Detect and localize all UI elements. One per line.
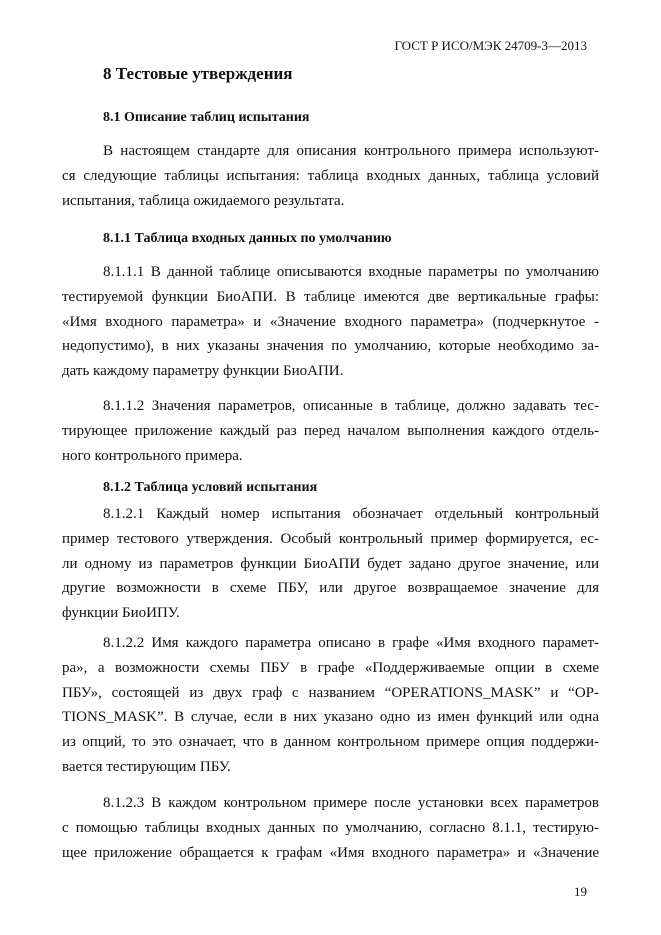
text-line: В настоящем стандарте для описания контрольного примера используют- — [103, 143, 599, 159]
text-line: 8.1.2.2 Имя каждого параметра описано в графе «Имя входного парамет- — [103, 635, 599, 651]
section-8-1-2-2-paragraph — [62, 631, 599, 780]
section-8-1-1-1-paragraph — [62, 260, 599, 384]
text-line: ся следующие таблицы испытания: таблица входных данных, таблица условий — [62, 167, 599, 184]
section-8-1-1-heading: 8.1.1 Таблица входных данных по умолчанию — [103, 231, 392, 246]
text-line: другие возможности в схеме ПБУ, или другое возвращаемое значение для — [62, 580, 599, 597]
section-8-1-2-1-paragraph — [62, 502, 599, 626]
text-line: вается тестирующим ПБУ. — [62, 758, 231, 775]
text-line: TIONS_MASK”. В случае, если в них указано одно из имен функций или одна — [62, 709, 599, 726]
text-line: ПБУ», состоящей из двух граф с названием “OPERATIONS_MASK” и “OP- — [62, 684, 599, 701]
text-line: 8.1.1.1 В данной таблице описываются входные параметры по умолчанию — [103, 264, 599, 280]
text-line: щее приложение обращается к графам «Имя входного параметра» и «Значение — [62, 844, 599, 861]
text-line: из опций, то это означает, что в данном контрольном примере опция поддержи- — [62, 734, 599, 751]
section-8-1-1-2-paragraph — [62, 394, 599, 468]
text-line: функции БиоИПУ. — [62, 605, 180, 622]
text-line: ного контрольного примера. — [62, 447, 243, 464]
section-8-heading: 8 Тестовые утверждения — [103, 64, 293, 83]
text-line: испытания, таблица ожидаемого результата. — [62, 192, 345, 209]
section-8-1-2-3-paragraph — [62, 791, 599, 865]
text-line: 8.1.2.3 В каждом контрольном примере после установки всех параметров — [103, 795, 599, 811]
text-line: тирующее приложение каждый раз перед началом выполнения каждого отдель- — [62, 422, 599, 439]
text-line: недопустимо), в них указаны значения по умолчанию, которые необходимо за- — [62, 338, 599, 355]
text-line: ра», а возможности схемы ПБУ в графе «Поддерживаемые опции в схеме — [62, 659, 599, 676]
text-line: дать каждому параметру функции БиоАПИ. — [62, 363, 344, 380]
section-8-1-heading: 8.1 Описание таблиц испытания — [103, 110, 310, 125]
section-8-1-paragraph — [62, 139, 599, 213]
text-line: пример тестового утверждения. Особый контрольный пример формируется, ес- — [62, 530, 599, 547]
text-line: ли одному из параметров функции БиоАПИ будет задано другое значение, или — [62, 555, 599, 572]
text-line: 8.1.1.2 Значения параметров, описанные в таблице, должно задавать тес- — [103, 398, 599, 414]
page-number: 19 — [574, 884, 587, 899]
text-line: «Имя входного параметра» и «Значение входного параметра» (подчеркнутое - — [62, 313, 599, 330]
section-8-1-2-heading: 8.1.2 Таблица условий испытания — [103, 480, 318, 495]
document-header: ГОСТ Р ИСО/МЭК 24709-3—2013 — [394, 38, 587, 53]
text-line: с помощью таблицы входных данных по умолчанию, согласно 8.1.1, тестирую- — [62, 819, 599, 836]
text-line: 8.1.2.1 Каждый номер испытания обозначает отдельный контрольный — [103, 506, 599, 522]
text-line: тестируемой функции БиоАПИ. В таблице имеются две вертикальные графы: — [62, 288, 599, 305]
